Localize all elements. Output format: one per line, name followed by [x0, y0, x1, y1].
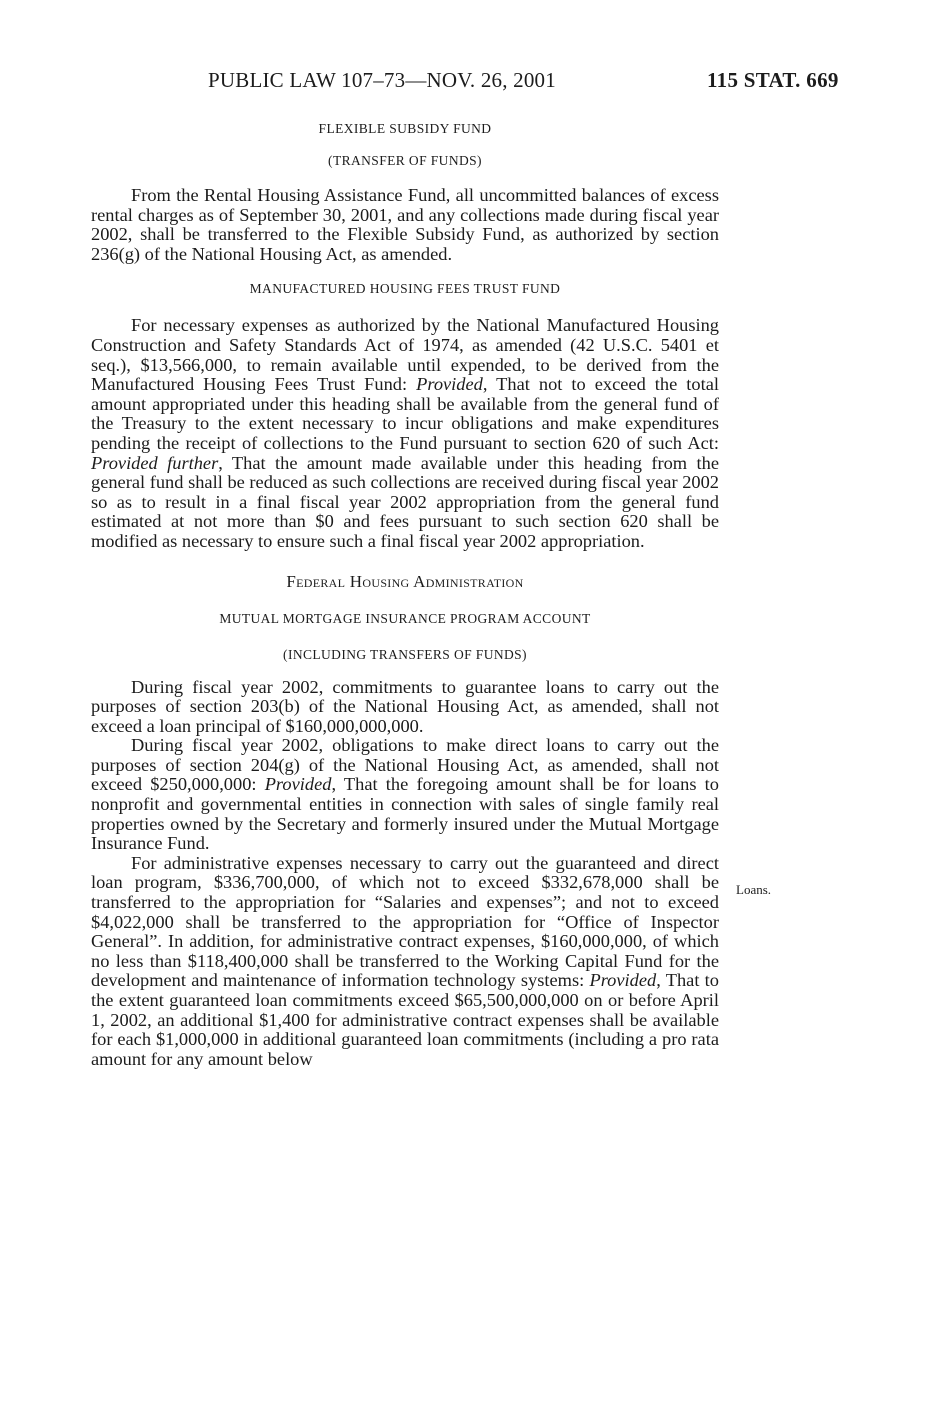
text-run: For necessary expenses as authorized by the National Manufactured Housing Construction and Safety Standards Act of 1974, as amended (42 U.S.C. 5401 et seq.), $13,566,000, to remain available until expended, to be derived from the Manufactured Housing Fees Trust Fund: — [91, 315, 719, 395]
italic-provided-further: Provided further — [91, 452, 219, 473]
running-title: PUBLIC LAW 107–73—NOV. 26, 2001 — [208, 68, 556, 92]
italic-provided: Provided — [589, 970, 657, 991]
paragraph-direct-loans — [91, 736, 719, 854]
text-run: For administrative expenses necessary to carry out the guaranteed and direct loan program, $336,700,000, of which not to exceed $332,678,000 shall be transferred to the appropriation for “Salaries and expenses”; and not to exceed $4,022,000 shall be transferred to the appropriation for “Office of Inspector General”. In addition, for administrative contract expenses, $160,000,000, of which no less than $118,400,000 shall be transferred to the Working Capital Fund for the development and maintenance of information technology systems: — [91, 852, 719, 991]
section-heading-flexible-subsidy-fund: FLEXIBLE SUBSIDY FUND — [318, 121, 492, 136]
subheading-including-transfers: (INCLUDING TRANSFERS OF FUNDS) — [283, 646, 527, 662]
text-run: , That the foregoing amount shall be for loans to nonprofit and governmental entities in connection with sales of single family real properties owned by the Secretary and formerly insured under the Mutual Mortgage Insurance Fund. — [91, 774, 719, 854]
page-header — [0, 68, 949, 98]
italic-provided: Provided — [264, 774, 332, 795]
italic-provided: Provided — [416, 374, 483, 395]
section-heading-manufactured-housing: MANUFACTURED HOUSING FEES TRUST FUND — [249, 281, 561, 297]
statute-page-number: 115 STAT. 669 — [707, 68, 839, 92]
paragraph-manufactured-housing — [91, 316, 719, 551]
section-heading-mutual-mortgage: MUTUAL MORTGAGE INSURANCE PROGRAM ACCOUNT — [219, 610, 591, 626]
text-run: During fiscal year 2002, obligations to make direct loans to carry out the purposes of section 204(g) of the National Housing Act, as amended, shall not exceed $250,000,000: — [91, 735, 719, 795]
text-run: , That the amount made available under this heading from the general fund shall be reduced as such collections are received during fiscal year 2002 so as to result in a final fiscal year 2002 appropriation from the general fund estimated at not more than $0 and fees pursuant to such section 620 shall be modified as necessary to ensure such a final fiscal year 2002 appropriation. — [91, 452, 719, 551]
agency-heading-fha: Federal Housing Administration — [286, 571, 524, 591]
text-run: , That to the extent guaranteed loan commitments exceed $65,500,000,000 on or before April 1, 2002, an additional $1,400 for administrative contract expenses shall be available for each $1,000,000 in additional guaranteed loan commitments (including a pro rata amount for any amount below — [91, 970, 719, 1069]
text-run: , That not to exceed the total amount appropriated under this heading shall be available from the general fund of the Treasury to the extent necessary to incur obligations and make expenditures pending the receipt of collections to the Fund pursuant to section 620 of such Act: — [91, 374, 719, 453]
margin-note-loans: Loans. — [736, 882, 772, 897]
subheading-transfer-of-funds: (TRANSFER OF FUNDS) — [328, 153, 482, 168]
paragraph-administrative-expenses — [91, 854, 719, 1070]
paragraph-guarantee-loans: During fiscal year 2002, commitments to guarantee loans to carry out the purposes of section 203(b) of the National Housing Act, as amended, shall not exceed a loan principal of $160,000,000,000. — [91, 676, 719, 736]
paragraph-flexible-subsidy: From the Rental Housing Assistance Fund, all uncommitted balances of excess rental charges as of September 30, 2001, and any collections made during fiscal year 2002, shall be transferred to the Flexible Subsidy Fund, as authorized by section 236(g) of the National Housing Act, as amended. — [91, 185, 719, 264]
page-body — [91, 120, 719, 1069]
